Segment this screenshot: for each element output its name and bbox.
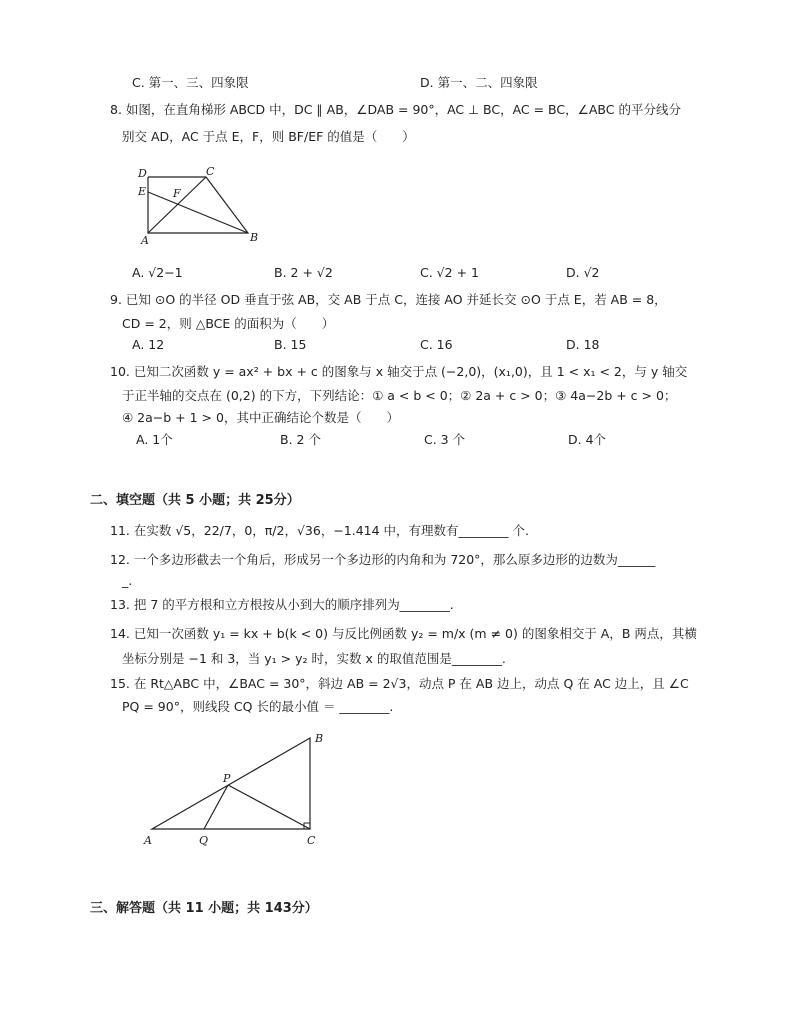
q9-option-b: B. 15 (274, 337, 307, 352)
q15-label-a: A (144, 834, 152, 847)
q14-stem-line1: 14. 已知一次函数 y₁ = kx + b(k < 0) 与反比例函数 y₂ = m/x (m ≠ 0) 的图象相交于 A，B 两点，其横 (110, 626, 697, 641)
q11-stem: 11. 在实数 √5，22/7，0，π/2，√36，−1.414 中，有理数有________ 个. (110, 523, 530, 538)
q15-label-b: B (315, 732, 324, 745)
q9-option-c: C. 16 (420, 337, 453, 352)
q15-triangle-figure (140, 728, 340, 858)
section2-title: 二、填空题（共 5 小题；共 25分） (90, 493, 300, 508)
q12-stem-line2: _. (122, 573, 133, 588)
q8-label-f: F (173, 187, 181, 200)
q10-stem-line1: 10. 已知二次函数 y = ax² + bx + c 的图象与 x 轴交于点 (−2,0)，(x₁,0)，且 1 < x₁ < 2，与 y 轴交 (110, 364, 688, 379)
q7-option-c: C. 第一、三、四象限 (132, 75, 249, 90)
q8-label-b: B (250, 231, 259, 244)
q10-stem-line3: ④ 2a−b + 1 > 0，其中正确结论个数是（ ） (122, 410, 399, 425)
q14-stem-line2: 坐标分别是 −1 和 3，当 y₁ > y₂ 时，实数 x 的取值范围是________. (122, 651, 506, 666)
q15-triangle-abc (152, 738, 310, 829)
q12-stem-line1: 12. 一个多边形截去一个角后，形成另一个多边形的内角和为 720°，那么原多边形的边数为______ (110, 552, 656, 567)
q10-option-c: C. 3 个 (424, 432, 466, 447)
q8-label-a: A (141, 234, 149, 247)
q10-option-b: B. 2 个 (280, 432, 321, 447)
q10-option-a: A. 1个 (136, 432, 173, 447)
q15-stem-line1: 15. 在 Rt△ABC 中，∠BAC = 30°，斜边 AB = 2√3，动点 P 在 AB 边上，动点 Q 在 AC 边上，且 ∠C (110, 676, 689, 691)
q8-option-b: B. 2 + √2 (274, 265, 333, 280)
q15-label-c: C (307, 834, 316, 847)
q9-option-d: D. 18 (566, 337, 600, 352)
q9-option-a: A. 12 (132, 337, 165, 352)
q8-label-c: C (206, 165, 215, 178)
q8-stem-line1: 8. 如图，在直角梯形 ABCD 中，DC ∥ AB，∠DAB = 90°，AC ⊥ BC，AC = BC，∠ABC 的平分线分 (110, 102, 681, 117)
q15-label-p: P (223, 772, 231, 785)
q9-stem-line2: CD = 2，则 △BCE 的面积为（ ） (122, 316, 335, 331)
q8-option-c: C. √2 + 1 (420, 265, 479, 280)
q8-label-e: E (138, 185, 147, 198)
q7-option-d: D. 第一、二、四象限 (420, 75, 538, 90)
q15-label-q: Q (199, 834, 209, 847)
q15-segment-pc (228, 785, 310, 829)
q8-option-a: A. √2−1 (132, 265, 183, 280)
q8-label-d: D (138, 167, 147, 180)
q10-stem-line2: 于正半轴的交点在 (0,2) 的下方，下列结论：① a < b < 0；② 2a + c > 0；③ 4a−2b + c > 0； (122, 388, 677, 403)
q13-stem: 13. 把 7 的平方根和立方根按从小到大的顺序排列为________. (110, 597, 454, 612)
q8-stem-line2: 别交 AD，AC 于点 E，F，则 BF/EF 的值是（ ） (122, 129, 415, 144)
q8-diagonal-ac (148, 177, 206, 233)
q15-stem-line2: PQ = 90°，则线段 CQ 长的最小值 ＝ ________. (122, 699, 394, 714)
section3-title: 三、解答题（共 11 小题；共 143分） (90, 901, 318, 916)
q9-stem-line1: 9. 已知 ⊙O 的半径 OD 垂直于弦 AB，交 AB 于点 C，连接 AO 并延长交 ⊙O 于点 E，若 AB = 8， (110, 292, 667, 307)
q8-trapezoid-figure (138, 165, 268, 245)
q8-option-d: D. √2 (566, 265, 600, 280)
q10-option-d: D. 4个 (568, 432, 607, 447)
